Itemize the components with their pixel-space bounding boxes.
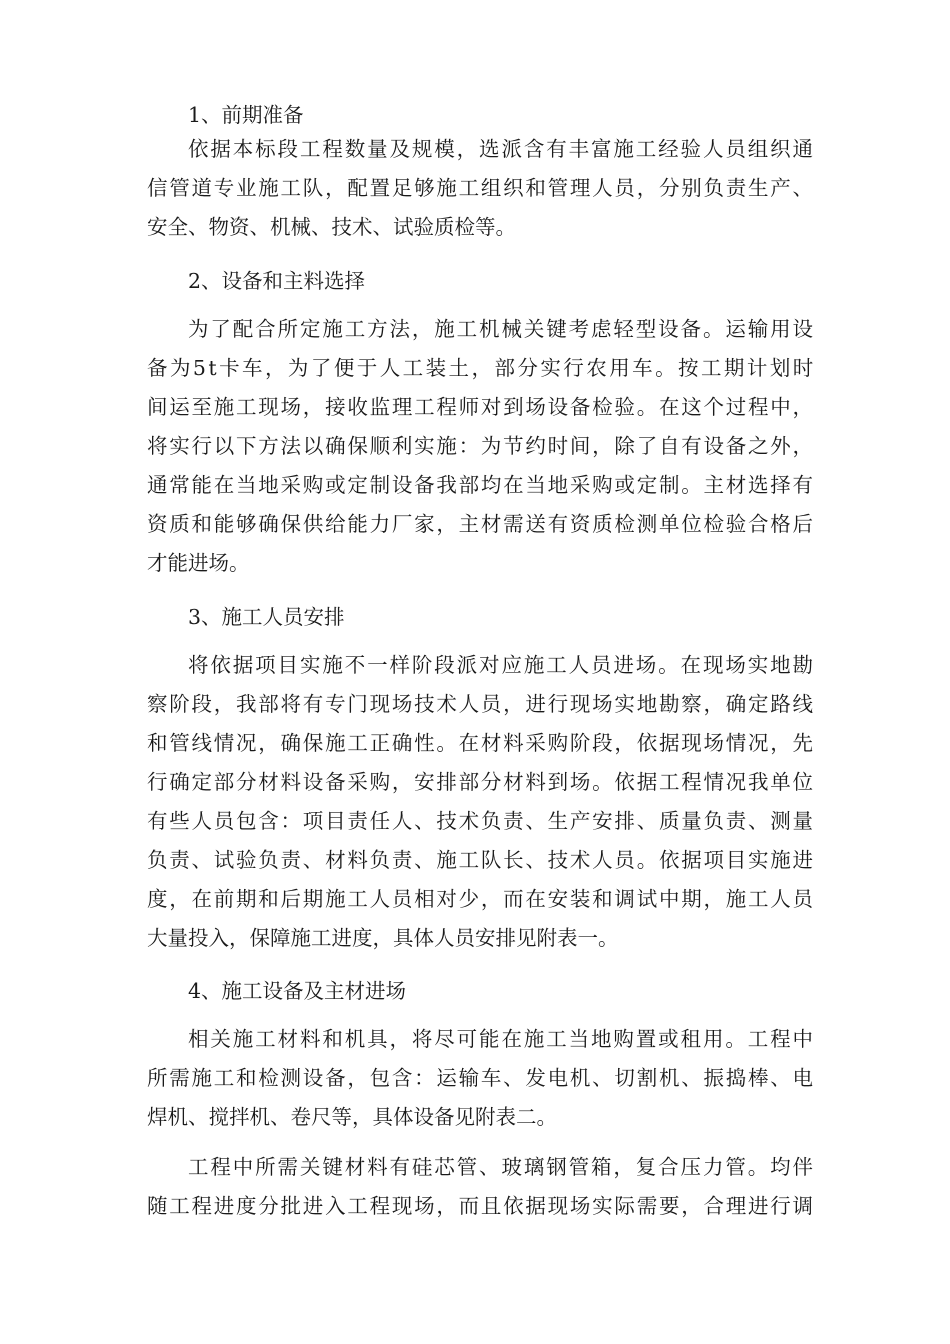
paragraph-line: 所需施工和检测设备，包含：运输车、发电机、切割机、振捣棒、电 <box>147 1066 815 1090</box>
paragraph-line: 才能进场。 <box>147 551 250 575</box>
paragraph-line: 负责、试验负责、材料负责、施工队长、技术人员。依据项目实施进 <box>147 848 815 872</box>
section-heading: 2、设备和主料选择 <box>188 269 366 293</box>
paragraph-line: 工程中所需关键材料有硅芯管、玻璃钢管箱，复合压力管。均伴 <box>188 1155 815 1179</box>
paragraph-line: 备为5t卡车，为了便于人工装土，部分实行农用车。按工期计划时 <box>147 356 816 380</box>
paragraph-line: 大量投入，保障施工进度，具体人员安排见附表一。 <box>147 926 619 950</box>
paragraph-line: 将依据项目实施不一样阶段派对应施工人员进场。在现场实地勘 <box>188 653 815 677</box>
paragraph-line: 相关施工材料和机具，将尽可能在施工当地购置或租用。工程中 <box>188 1027 815 1051</box>
paragraph-line: 依据本标段工程数量及规模，选派含有丰富施工经验人员组织通 <box>188 137 815 161</box>
section-heading: 4、施工设备及主材进场 <box>188 979 407 1003</box>
paragraph-line: 安全、物资、机械、技术、试验质检等。 <box>147 215 516 239</box>
paragraph-line: 通常能在当地采购或定制设备我部均在当地采购或定制。主材选择有 <box>147 473 815 497</box>
paragraph-line: 度，在前期和后期施工人员相对少，而在安装和调试中期，施工人员 <box>147 887 815 911</box>
paragraph-line: 随工程进度分批进入工程现场，而且依据现场实际需要，合理进行调 <box>147 1194 815 1218</box>
section-heading: 3、施工人员安排 <box>188 605 345 629</box>
paragraph-line: 焊机、搅拌机、卷尺等，具体设备见附表二。 <box>147 1105 557 1129</box>
paragraph-line: 有些人员包含：项目责任人、技术负责、生产安排、质量负责、测量 <box>147 809 815 833</box>
paragraph-line: 信管道专业施工队，配置足够施工组织和管理人员，分别负责生产、 <box>147 176 815 200</box>
paragraph-line: 察阶段，我部将有专门现场技术人员，进行现场实地勘察，确定路线 <box>147 692 815 716</box>
paragraph-line: 将实行以下方法以确保顺利实施：为节约时间，除了自有设备之外， <box>147 434 815 458</box>
paragraph-line: 行确定部分材料设备采购，安排部分材料到场。依据工程情况我单位 <box>147 770 815 794</box>
section-heading: 1、前期准备 <box>188 103 304 127</box>
paragraph-line: 间运至施工现场，接收监理工程师对到场设备检验。在这个过程中， <box>147 395 815 419</box>
paragraph-line: 和管线情况，确保施工正确性。在材料采购阶段，依据现场情况，先 <box>147 731 815 755</box>
paragraph-line: 为了配合所定施工方法，施工机械关键考虑轻型设备。运输用设 <box>188 317 815 341</box>
paragraph-line: 资质和能够确保供给能力厂家，主材需送有资质检测单位检验合格后 <box>147 512 815 536</box>
